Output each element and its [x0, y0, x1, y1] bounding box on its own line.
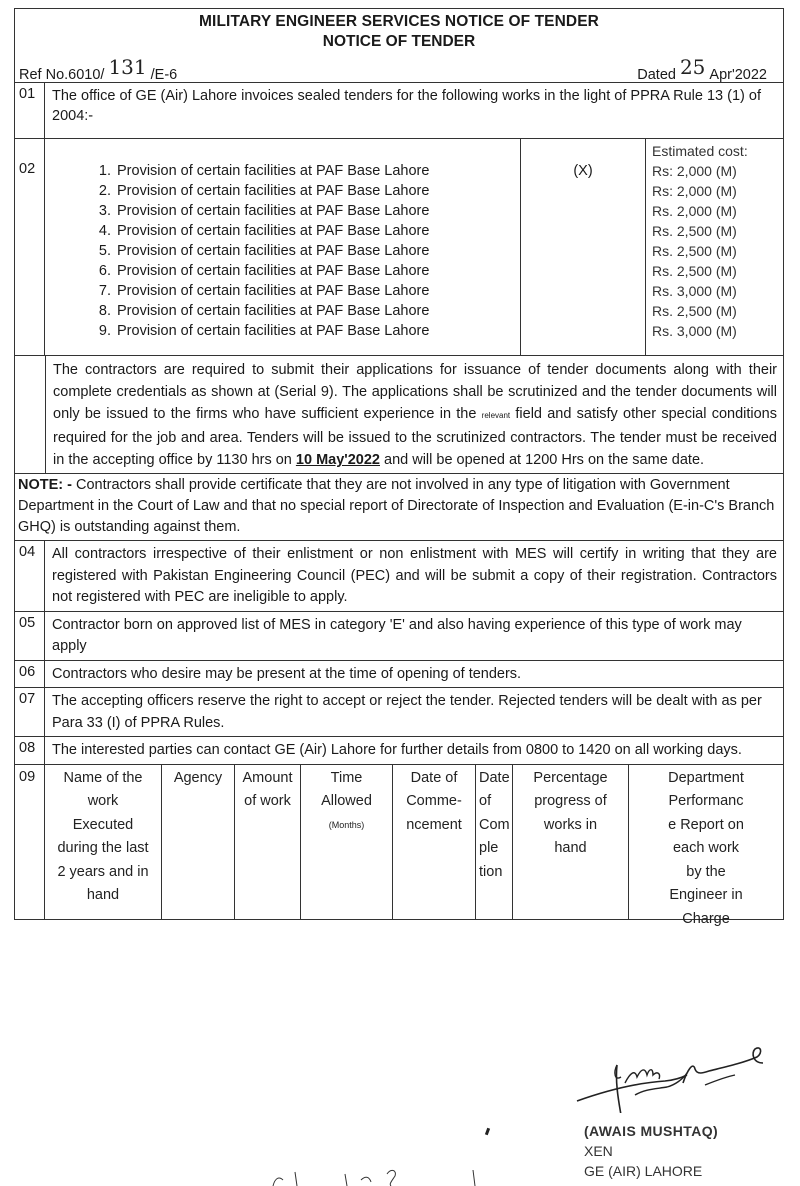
row-09: [15, 764, 783, 927]
column-header-line: Executed: [72, 816, 134, 833]
column-header-line: Charge: [682, 910, 730, 927]
row-number: 07: [15, 688, 45, 736]
work-item: [89, 321, 520, 341]
ref-suffix: /E-6: [150, 67, 178, 83]
work-item-cost: Rs: 2,000 (M): [652, 183, 737, 199]
work-item-name: Provision of certain facilities at PAF Base Lahore: [117, 243, 430, 259]
column-header-line: hand: [554, 840, 587, 856]
para-part2: field and satisfy other special conditions required for the job and area. Tenders will be issued to the scrutinized contractors. The tender must be received in the accepting office by 1130 hrs on: [53, 406, 777, 468]
work-item-name: Provision of certain facilities at PAF Base Lahore: [117, 203, 430, 219]
row-02: [15, 138, 783, 355]
column-header-line: Name of the: [63, 769, 143, 786]
work-item-cost: Rs: 2,000 (M): [652, 163, 737, 179]
column-header-line: Engineer in: [669, 887, 743, 903]
notice-subtitle: NOTICE OF TENDER: [322, 33, 476, 50]
column-header-line: Time: [330, 769, 363, 786]
submission-date: 10 May'2022: [295, 452, 380, 468]
work-item-number: 9.: [98, 323, 111, 339]
dated-label: Dated: [637, 67, 676, 83]
table-column-header: [513, 765, 629, 919]
work-item-number: 8.: [98, 303, 111, 319]
table-column-header: [301, 765, 393, 919]
work-item-cost: Rs. 2,500 (M): [652, 303, 737, 319]
work-item: [89, 301, 520, 321]
row-06: [15, 660, 783, 688]
work-item-number: 2.: [98, 183, 111, 199]
work-item-name: Provision of certain facilities at PAF Base Lahore: [117, 223, 430, 239]
note-label: NOTE: -: [18, 477, 72, 493]
blank-number-cell: [15, 356, 46, 473]
column-header-line: e Report on: [668, 816, 744, 833]
work-item-cost: Rs. 2,500 (M): [652, 263, 737, 279]
work-item-name: Provision of certain facilities at PAF Base Lahore: [117, 183, 430, 199]
note: [15, 473, 783, 540]
row-text: The office of GE (Air) Lahore invoices sealed tenders for the following works in the light of PPRA Rule 13 (1) of 2004:-: [52, 88, 761, 124]
work-item-number: 3.: [98, 203, 111, 219]
work-item-name: Provision of certain facilities at PAF Base Lahore: [117, 283, 430, 299]
work-item-cost: Rs. 2,500 (M): [652, 243, 737, 259]
dated: [637, 55, 767, 84]
column-header-line: Date: [479, 769, 510, 786]
cost-header: Estimated cost:: [652, 143, 748, 159]
row-number: 05: [15, 612, 45, 660]
work-item-number: 1.: [98, 163, 111, 179]
work-item: [89, 161, 520, 181]
table-column-header: [393, 765, 476, 919]
row-number: 06: [15, 661, 45, 688]
column-header-line: 2 years and in: [57, 863, 149, 880]
row-text: All contractors irrespective of their enlistment or non enlistment with MES will certify in writing that they are registered with Pakistan Engineering Council (PEC) and will be submit a copy of their registration. Contractors not registered with PEC are ineligible to apply.: [52, 546, 777, 605]
signature: [575, 1043, 775, 1113]
work-item-name: Provision of certain facilities at PAF Base Lahore: [117, 163, 430, 179]
work-item-cost: Rs. 2,000 (M): [652, 203, 737, 219]
column-header-line: Agency: [173, 769, 223, 786]
dated-day-handwritten: 25: [679, 55, 706, 79]
work-item: [89, 241, 520, 261]
row-number: 02: [15, 139, 45, 355]
column-header-line: hand: [86, 887, 120, 903]
column-header-line: ncement: [406, 816, 462, 833]
column-header-line: Comme-: [406, 793, 462, 809]
table-column-header: [476, 765, 513, 919]
row-07: [15, 687, 783, 736]
credentials-table-header: [45, 765, 783, 927]
row-08: [15, 736, 783, 764]
dated-rest: Apr'2022: [709, 67, 767, 83]
column-header-line: during the last: [57, 840, 149, 856]
work-item-number: 7.: [98, 283, 111, 299]
work-item: [89, 281, 520, 301]
column-header-line: of: [479, 793, 492, 809]
work-item-number: 4.: [98, 223, 111, 239]
row-text: The interested parties can contact GE (Air) Lahore for further details from 0800 to 1420 on all working days.: [52, 742, 742, 758]
column-header-line: Department: [668, 769, 744, 786]
row-04: [15, 540, 783, 611]
column-header-line: tion: [479, 863, 503, 880]
notice-frame: [14, 8, 784, 927]
row-01: [15, 82, 783, 138]
work-item-number: 5.: [98, 243, 111, 259]
column-header-line: ple: [479, 840, 499, 856]
table-column-header: [45, 765, 162, 919]
work-item-number: 6.: [98, 263, 111, 279]
para-relevant: relevant: [481, 411, 511, 420]
ref-prefix: Ref No.6010/: [19, 67, 105, 83]
table-column-header: [235, 765, 301, 919]
para-part1: The contractors are required to submit their applications for issuance of tender documents along with their complete credentials as shown at (Serial 9). The applications shall be scrutinized and the tender documents will only be issued to the firms who have sufficient experience in the: [53, 362, 777, 422]
application-paragraph: [15, 355, 783, 473]
estimated-costs: [646, 139, 783, 355]
row-text: Contractors who desire may be present at the time of opening of tenders.: [52, 665, 522, 682]
row-number: 08: [15, 737, 45, 764]
column-header-line: progress of: [534, 793, 607, 809]
works-list: [45, 139, 521, 355]
row-number: 04: [15, 541, 45, 611]
signatory-office: GE (AIR) LAHORE: [584, 1163, 703, 1179]
column-header-line: Percentage: [533, 769, 608, 786]
column-header-line: Date of: [410, 769, 458, 786]
tender-notice: [14, 8, 784, 927]
work-item: [89, 261, 520, 281]
work-item: [89, 181, 520, 201]
work-item-name: Provision of certain facilities at PAF Base Lahore: [117, 303, 430, 319]
reference-number: [19, 55, 178, 84]
column-header-line: each work: [672, 840, 740, 856]
column-header-unit: (Months): [328, 819, 365, 830]
signatory-designation: XEN: [584, 1143, 613, 1159]
ink-mark: [485, 1128, 490, 1136]
column-header-line: Performanc: [668, 793, 744, 809]
column-header-line: by the: [686, 863, 726, 880]
column-header-line: work: [87, 793, 119, 809]
handwritten-annotation: [265, 1168, 495, 1186]
work-item: [89, 201, 520, 221]
column-header-line: Amount: [242, 769, 293, 786]
column-header-line: Com: [479, 816, 510, 833]
signatory-name: (AWAIS MUSHTAQ): [584, 1123, 719, 1139]
reference-row: [15, 52, 783, 82]
works-marker: (X): [521, 139, 646, 355]
row-text: Contractor born on approved list of MES in category 'E' and also having experience of this type of work may apply: [52, 616, 742, 654]
para-part3: and will be opened at 1200 Hrs on the same date.: [384, 452, 705, 468]
table-column-header: [162, 765, 235, 919]
column-header-line: Allowed: [321, 793, 372, 809]
work-item-name: Provision of certain facilities at PAF Base Lahore: [117, 323, 430, 339]
column-header-line: of work: [244, 793, 291, 809]
row-number: 09: [15, 765, 45, 919]
column-header-line: works in: [543, 816, 598, 833]
work-item-cost: Rs. 3,000 (M): [652, 283, 737, 299]
work-item-cost: Rs. 3,000 (M): [652, 323, 737, 339]
work-item: [89, 221, 520, 241]
paragraph-text: [46, 356, 783, 473]
row-number: 01: [15, 83, 45, 138]
work-item-name: Provision of certain facilities at PAF Base Lahore: [117, 263, 430, 279]
numbered-rows: [15, 540, 783, 764]
notice-title: MILITARY ENGINEER SERVICES NOTICE OF TENDER: [199, 13, 599, 30]
note-text: Contractors shall provide certificate that they are not involved in any type of litigation with Government Department in the Court of Law and that no special report of Directorate of Inspection and Evaluation (E-in-C's Branch GHQ) is outstanding against them.: [18, 477, 775, 535]
signature-block: [584, 1121, 718, 1181]
work-item-cost: Rs. 2,500 (M): [652, 223, 737, 239]
row-text: The accepting officers reserve the right to accept or reject the tender. Rejected tenders will be dealt with as per Para 33 (I) of PPRA Rules.: [52, 693, 762, 731]
ref-handwritten: 131: [108, 55, 147, 79]
row-05: [15, 611, 783, 660]
cost-list: [652, 161, 783, 341]
table-column-header: [629, 765, 783, 927]
